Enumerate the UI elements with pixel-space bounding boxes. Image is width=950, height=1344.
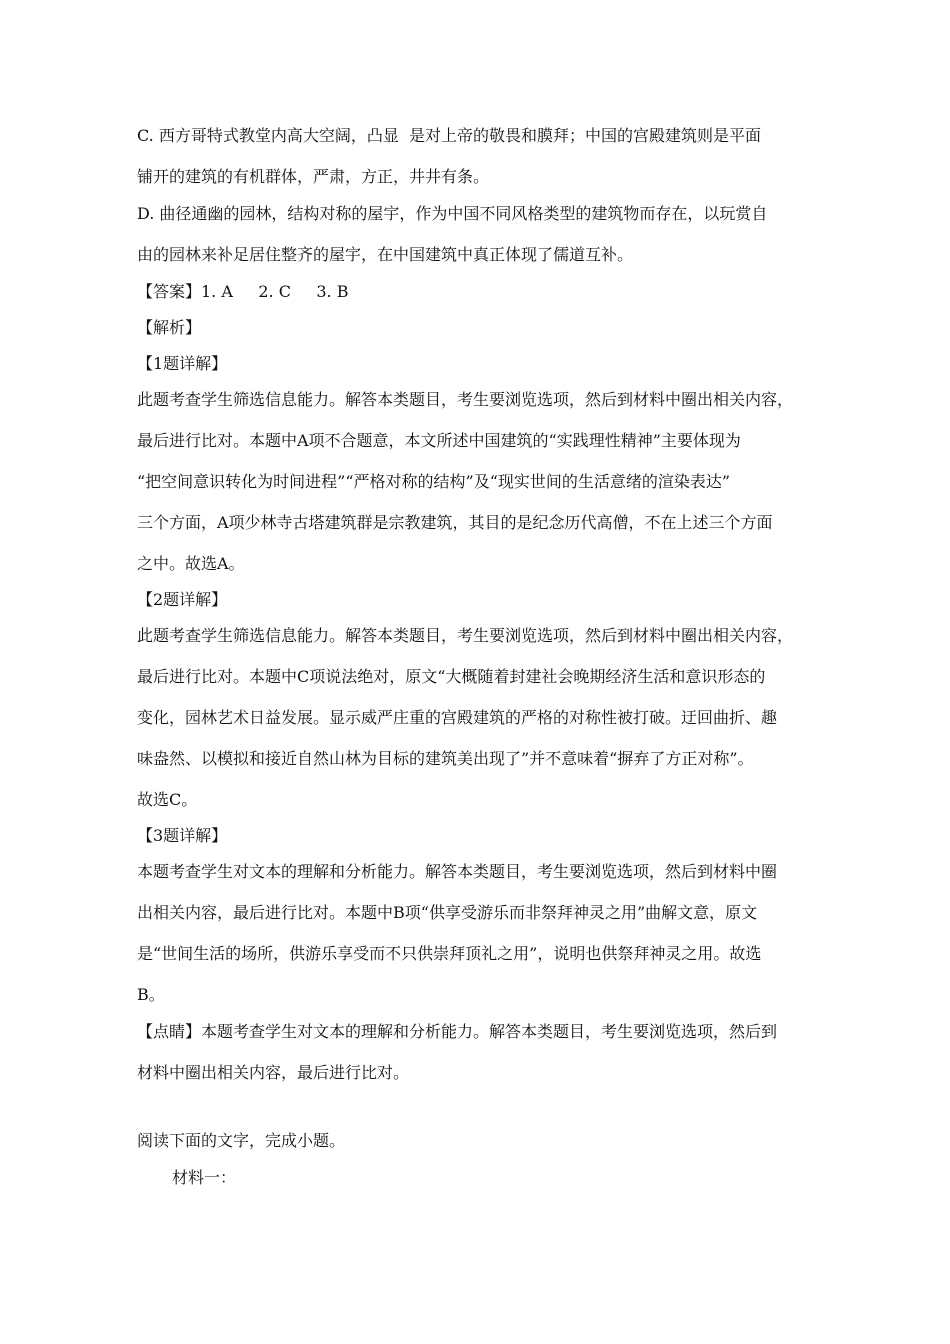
q2-heading: 【2题详解】: [137, 590, 228, 609]
comment-line-1: 【点睛】本题考查学生对文本的理解和分析能力。解答本类题目，考生要浏览选项，然后到: [137, 1022, 778, 1041]
q2-text-line-3: 变化，园林艺术日益发展。显示威严庄重的宫殿建筑的严格的对称性被打破。迂回曲折、趣: [137, 708, 778, 727]
q1-heading: 【1题详解】: [137, 354, 228, 373]
q2-text-line-1: 此题考查学生筛选信息能力。解答本类题目，考生要浏览选项，然后到材料中圈出相关内容，: [137, 626, 794, 645]
q3-heading: 【3题详解】: [137, 826, 228, 845]
answer-line: 【答案】1. A 2. C 3. B: [137, 282, 349, 301]
q2-text-line-4: 味盎然、以模拟和接近自然山林为目标的建筑美出现了”并不意味着“摒弃了方正对称”。: [137, 749, 754, 768]
analysis-heading: 【解析】: [137, 318, 202, 337]
q1-text-line-1: 此题考查学生筛选信息能力。解答本类题目，考生要浏览选项，然后到材料中圈出相关内容，: [137, 390, 794, 409]
q3-text-line-1: 本题考查学生对文本的理解和分析能力。解答本类题目，考生要浏览选项，然后到材料中圈: [137, 862, 778, 881]
q3-text-line-4: B。: [137, 985, 165, 1004]
q2-text-line-5: 故选C。: [137, 790, 198, 809]
q1-text-line-2: 最后进行比对。本题中A项不合题意，本文所述中国建筑的“实践理性精神”主要体现为: [137, 431, 741, 450]
q1-text-line-3: “把空间意识转化为时间进程”“严格对称的结构”及“现实世间的生活意绪的渲染表达”: [137, 472, 731, 491]
reading-instruction: 阅读下面的文字，完成小题。: [137, 1131, 346, 1150]
option-c-line-2: 铺开的建筑的有机群体，严肃，方正，井井有条。: [137, 167, 490, 186]
q1-text-line-5: 之中。故选A。: [137, 554, 245, 573]
option-d-line-1: D. 曲径通幽的园林，结构对称的屋宇，作为中国不同风格类型的建筑物而存在，以玩赏自: [137, 204, 768, 223]
comment-line-2: 材料中圈出相关内容，最后进行比对。: [137, 1063, 410, 1082]
option-c-line-1: C. 西方哥特式教堂内高大空阔，凸显 是对上帝的敬畏和膜拜；中国的宫殿建筑则是平面: [137, 126, 762, 145]
material-one-label: 材料一：: [172, 1168, 237, 1187]
option-d-line-2: 由的园林来补足居住整齐的屋宇，在中国建筑中真正体现了儒道互补。: [137, 245, 634, 264]
q1-text-line-4: 三个方面，A项少林寺古塔建筑群是宗教建筑，其目的是纪念历代高僧，不在上述三个方面: [137, 513, 773, 532]
q2-text-line-2: 最后进行比对。本题中C项说法绝对，原文“大概随着封建社会晚期经济生活和意识形态的: [137, 667, 766, 686]
q3-text-line-2: 出相关内容，最后进行比对。本题中B项“供享受游乐而非祭拜神灵之用”曲解文意，原文: [137, 903, 758, 922]
q3-text-line-3: 是“世间生活的场所，供游乐享受而不只供崇拜顶礼之用”，说明也供祭拜神灵之用。故选: [137, 944, 762, 963]
